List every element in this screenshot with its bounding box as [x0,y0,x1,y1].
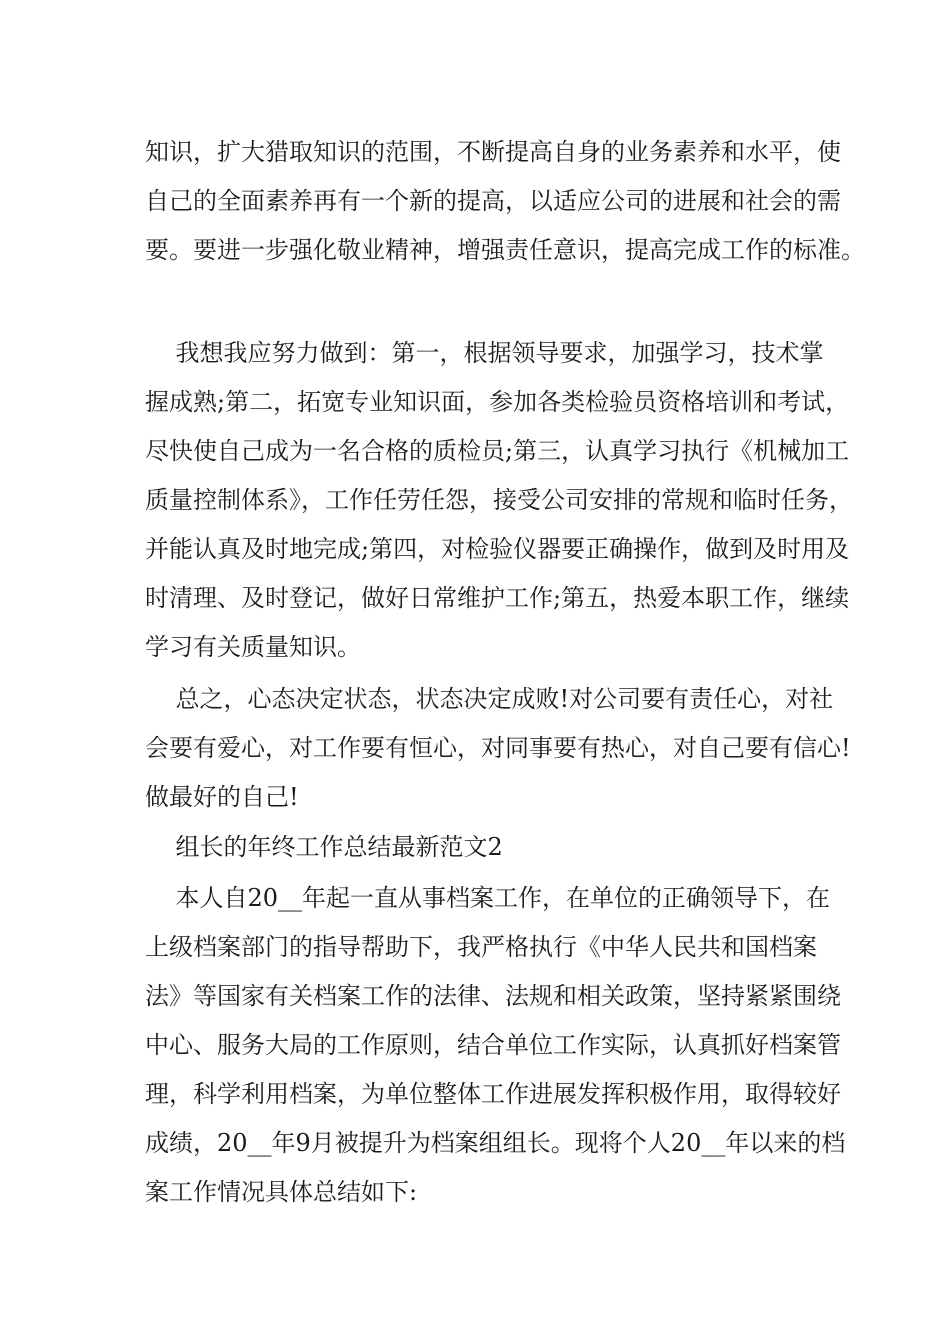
text-line: 并能认真及时地完成;第四，对检验仪器要正确操作，做到及时用及 [145,535,850,563]
text-line: 学习有关质量知识。 [145,633,361,661]
section-heading: 组长的年终工作总结最新范文2 [145,833,503,861]
text-line: 理，科学利用档案，为单位整体工作进展发挥积极作用，取得较好 [145,1080,841,1108]
text-line: 时清理、及时登记，做好日常维护工作;第五，热爱本职工作，继续 [145,584,850,612]
text-line: 质量控制体系》，工作任劳任怨，接受公司安排的常规和临时任务， [145,486,853,514]
text-line: 我想我应努力做到：第一，根据领导要求，加强学习，技术掌 [145,339,824,367]
text-line: 成绩，20__年9月被提升为档案组组长。现将个人20__年以来的档 [145,1129,846,1157]
text-line: 中心、服务大局的工作原则，结合单位工作实际，认真抓好档案管 [145,1031,841,1059]
text-line: 本人自20__年起一直从事档案工作，在单位的正确领导下，在 [145,884,831,912]
text-line: 握成熟;第二，拓宽专业知识面，参加各类检验员资格培训和考试， [145,388,850,416]
text-line: 做最好的自己! [145,783,299,811]
text-line: 要。要进一步强化敬业精神，增强责任意识，提高完成工作的标准。 [145,236,865,264]
text-line: 自己的全面素养再有一个新的提高，以适应公司的进展和社会的需 [145,187,841,215]
text-line: 总之，心态决定状态，状态决定成败!对公司要有责任心，对社 [145,685,834,713]
text-line: 会要有爱心，对工作要有恒心，对同事要有热心，对自己要有信心! [145,734,851,762]
text-line: 上级档案部门的指导帮助下，我严格执行《中华人民共和国档案 [145,933,817,961]
text-line: 案工作情况具体总结如下: [145,1178,418,1206]
text-line: 尽快使自己成为一名合格的质检员;第三，认真学习执行《机械加工 [145,437,850,465]
text-line: 法》等国家有关档案工作的法律、法规和相关政策，坚持紧紧围绕 [145,982,841,1010]
text-line: 知识，扩大猎取知识的范围，不断提高自身的业务素养和水平，使 [145,138,841,166]
